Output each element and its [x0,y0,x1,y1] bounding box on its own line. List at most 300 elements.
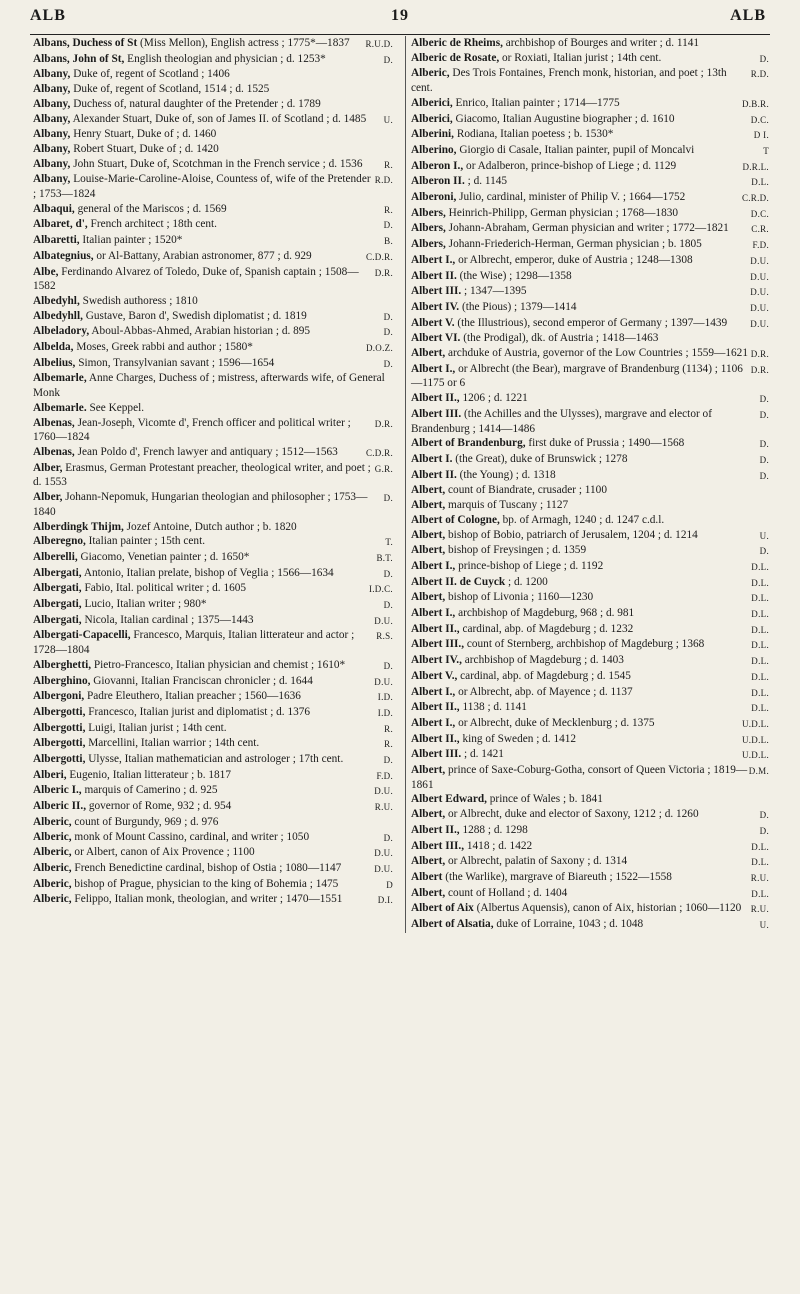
entry-headword: Albert II. [411,269,457,282]
entry-source-refs: R.U.D. [365,39,393,49]
entry-description: or Albrecht (the Bear), margrave of Brandenburg (1134) ; 1106—1175 or 6 [411,362,743,390]
entry-headword: Albert IV. [411,300,460,313]
entry-headword: Albergotti, [33,753,86,766]
entry-description: Marcellini, Italian warrior ; 14th cent. [85,737,260,750]
entry-description: (Miss Mellon), English actress ; 1775*—1837 [137,37,350,49]
entry-description: Pietro-Francesco, Italian physician and chemist ; 1610* [91,658,346,671]
entry-description: Lucio, Italian writer ; 980* [81,598,207,611]
entry-description: or Al-Battany, Arabian astronomer, 877 ; d. 929 [93,249,312,262]
entry-description: archbishop of Magdeburg, 968 ; d. 981 [455,607,635,620]
entry-source-refs: D I. [753,130,769,141]
entry-source-refs: D. [383,311,393,322]
dictionary-entry [33,783,393,799]
entry-description: Duchess of, natural daughter of the Pretender ; d. 1789 [70,97,321,110]
entry-headword: Albaretti, [33,234,80,247]
dictionary-entry [33,172,393,201]
header-left-guideword: ALB [30,7,66,24]
entry-source-refs: D.L. [751,593,769,604]
entry-description: Duke of, regent of Scotland ; 1406 [70,68,230,81]
left-column [33,36,393,908]
entry-source-refs: C.R. [751,224,769,235]
entry-source-refs: R.U. [374,802,393,813]
entry-headword: Albert V. [411,316,455,329]
entry-source-refs: U. [759,530,769,541]
entry-source-refs: D.R. [374,418,393,429]
entry-description: marquis of Tuscany ; 1127 [445,499,569,512]
entry-description: Giovanni, Italian Franciscan chronicler ; d. 1644 [90,674,313,687]
entry-source-refs: D. [759,439,769,450]
dictionary-entry [411,823,769,839]
entry-headword: Albert [411,870,443,883]
entry-description: Julio, cardinal, minister of Philip V. ; 1664—1752 [456,191,686,204]
entry-headword: Albert IV., [411,654,462,667]
dictionary-entry [33,127,393,142]
dictionary-entry [411,700,769,716]
entry-description: Gustave, Baron d', Swedish diplomatist ; d. 1819 [82,309,307,322]
entry-headword: Albert II. de Cuyck [411,575,506,588]
entry-source-refs: D.L. [751,671,769,682]
dictionary-entry [411,36,769,51]
entry-source-refs: D.L. [751,609,769,620]
entry-description: bp. of Armagh, 1240 ; d. 1247 c.d.l. [499,513,665,526]
entry-headword: Albert I. [411,452,453,465]
entry-description: Francesco, Italian jurist and diplomatist ; d. 1376 [85,705,311,718]
entry-headword: Albert of Cologne, [411,513,500,526]
entry-headword: Alber, [33,491,63,504]
dictionary-entry [411,269,769,285]
entry-source-refs: D.U. [750,271,769,282]
entry-description: (the Warlike), margrave of Biareuth ; 1522—1558 [442,870,672,883]
entry-description: Johann-Abraham, German physician and writer ; 1772—1821 [445,222,729,235]
entry-source-refs: R. [384,739,393,750]
entry-headword: Albany, [33,97,71,110]
entry-headword: Albergati, [33,582,82,595]
dictionary-entry [411,513,769,528]
entry-source-refs: D. [759,546,769,557]
entry-description: Swedish authoress ; 1810 [79,294,198,307]
dictionary-entry [33,461,393,490]
entry-description: king of Sweden ; d. 1412 [459,732,577,745]
entry-headword: Albers, [411,206,446,219]
entry-description: Johann-Friederich-Herman, German physician ; b. 1805 [445,238,702,251]
entry-description: or Albrecht, abp. of Mayence ; d. 1137 [455,685,633,698]
dictionary-entry [33,217,393,233]
entry-source-refs: D.U. [374,863,393,874]
entry-headword: Alberic, [33,830,72,843]
entry-description: prince of Saxe-Coburg-Gotha, consort of Queen Victoria ; 1819—1861 [411,764,748,791]
entry-headword: Albergati, [33,613,82,626]
entry-source-refs: D. [759,825,769,836]
entry-headword: Albelda, [33,341,74,354]
header-right-guideword: ALB [730,7,766,24]
entry-description: Anne Charges, Duchess of ; mistress, afterwards wife, of General Monk [33,372,385,400]
entry-headword: Albergotti, [33,705,86,718]
entry-source-refs: G.R. [374,463,393,474]
entry-description: ; 1347—1395 [461,285,527,298]
dictionary-entry [411,159,769,175]
dictionary-entry [33,52,393,68]
entry-description: general of the Mariscos ; d. 1569 [74,202,227,215]
dictionary-entry [411,669,769,685]
dictionary-entry [411,436,769,452]
entry-headword: Alberici, [411,112,453,125]
dictionary-entry [411,346,769,362]
dictionary-entry [411,468,769,484]
dictionary-entry [33,877,393,893]
entry-source-refs: C.D.R. [365,251,393,262]
dictionary-entry [411,917,769,933]
entry-description: Louise-Marie-Caroline-Aloise, Countess of, wife of the Pretender ; 1753—1824 [33,173,371,201]
entry-description: or Albrecht, duke of Mecklenburg ; d. 1375 [455,716,655,729]
entry-description: duke of Lorraine, 1043 ; d. 1048 [493,918,644,931]
entry-description: English theologian and physician ; d. 1253* [124,52,326,65]
entry-source-refs: D.U. [750,302,769,313]
entry-description: Giacomo, Venetian painter ; d. 1650* [77,550,250,563]
dictionary-entry [33,202,393,218]
entry-source-refs: B.T. [376,552,393,563]
entry-description: 1288 ; d. 1298 [459,823,528,836]
dictionary-entry [33,157,393,173]
entry-description: (the Young) ; d. 1318 [456,468,556,481]
dictionary-entry [33,36,393,52]
dictionary-entry [411,901,769,917]
entry-headword: Albergati-Capacelli, [33,629,131,642]
entry-description: (the Wise) ; 1298—1358 [456,269,572,282]
entry-headword: Albany, [33,112,71,125]
entry-source-refs: R. [384,723,393,734]
entry-headword: Albany, [33,68,71,81]
dictionary-entry [411,51,769,67]
entry-headword: Alber, [33,461,63,474]
dictionary-entry [411,498,769,513]
entry-headword: Albemarle, [33,372,87,385]
dictionary-entry [411,653,769,669]
entry-source-refs: I.D. [377,707,393,718]
entry-headword: Albemarle. [33,401,87,414]
dictionary-entry [411,143,769,159]
entry-description: Fabio, Ital. political writer ; d. 1605 [81,582,247,595]
entry-description: Jean Poldo d', French lawyer and antiquary ; 1512—1563 [74,445,338,458]
dictionary-entry [411,127,769,143]
entry-source-refs: D. [383,755,393,766]
entry-source-refs: D. [383,493,393,504]
entry-description: (the Pious) ; 1379—1414 [459,300,577,313]
entry-headword: Alberini, [411,128,454,141]
dictionary-entry [411,543,769,559]
dictionary-entry [33,861,393,877]
entry-source-refs: D.C. [750,208,769,219]
entry-headword: Albedyhl, [33,294,80,307]
dictionary-entry [33,371,393,400]
dictionary-entry [33,67,393,82]
entry-headword: Albers, [411,238,446,251]
entry-source-refs: R.D. [750,69,769,80]
entry-headword: Alberon II. [411,175,465,188]
entry-headword: Alberegno, [33,535,86,548]
dictionary-entry [411,452,769,468]
entry-description: (the Illustrious), second emperor of Germany ; 1397—1439 [454,316,728,329]
entry-source-refs: U.D.L. [741,734,769,745]
entry-description: bishop of Freysingen ; d. 1359 [445,544,587,557]
entry-source-refs: I.D.C. [368,584,393,595]
dictionary-entry [411,174,769,190]
dictionary-entry [33,689,393,705]
entry-source-refs: D.B.R. [741,98,769,109]
entry-headword: Albert II., [411,823,460,836]
entry-description: count of Holland ; d. 1404 [445,886,568,899]
entry-source-refs: D.L. [751,577,769,588]
dictionary-entry [411,886,769,902]
entry-source-refs: R. [384,204,393,215]
entry-source-refs: D. [383,568,393,579]
entry-source-refs: I.D. [377,692,393,703]
entry-headword: Alberic, [33,861,72,874]
dictionary-entry [411,807,769,823]
entry-description: Des Trois Fontaines, French monk, historian, and poet ; 13th cent. [411,67,727,95]
dictionary-entry [33,294,393,309]
entry-headword: Alberic, [33,815,72,828]
dictionary-entry [411,622,769,638]
entry-source-refs: F.D. [376,770,393,781]
entry-headword: Albert III. [411,748,462,761]
entry-headword: Albergati, [33,566,82,579]
dictionary-entry [411,331,769,346]
dictionary-entry [411,763,769,792]
dictionary-entry [33,845,393,861]
dictionary-entry [411,590,769,606]
entry-headword: Alberic, [411,67,450,80]
entry-headword: Alberi, [33,768,67,781]
dictionary-entry [33,309,393,325]
entry-description: 1418 ; d. 1422 [464,839,533,852]
dictionary-entry [411,606,769,622]
entry-source-refs: D.U. [374,786,393,797]
dictionary-entry [411,528,769,544]
entry-description: bishop of Prague, physician to the king of Bohemia ; 1475 [71,877,339,890]
entry-headword: Albans, John of St, [33,52,125,65]
entry-description: See Keppel. [86,401,145,414]
entry-description: Ulysse, Italian mathematician and astrologer ; 17th cent. [85,753,344,766]
dictionary-entry [33,416,393,445]
dictionary-entry [411,96,769,112]
entry-headword: Albert V., [411,669,458,682]
dictionary-entry [411,284,769,300]
entry-description: or Albert, canon of Aix Provence ; 1100 [71,846,255,859]
entry-description: Felippo, Italian monk, theologian, and writer ; 1470—1551 [71,893,343,906]
dictionary-entry [411,483,769,498]
entry-description: ; d. 1421 [461,748,504,761]
entry-headword: Alberic de Rheims, [411,37,503,49]
entry-source-refs: D. [383,327,393,338]
entry-headword: Albert, [411,808,446,821]
entry-source-refs: D [386,879,393,890]
entry-source-refs: D.L. [751,561,769,572]
dictionary-entry [411,732,769,748]
entry-description: Nicola, Italian cardinal ; 1375—1443 [81,613,254,626]
dictionary-entry [33,628,393,657]
entry-description: ; d. 1145 [464,175,508,188]
entry-description: or Albrecht, palatin of Saxony ; d. 1314 [445,855,628,868]
entry-headword: Alberic II., [33,800,87,813]
entry-description: ; d. 1200 [505,575,548,588]
dictionary-entry [33,142,393,157]
entry-source-refs: D.L. [751,624,769,635]
entry-source-refs: D.L. [751,687,769,698]
entry-description: monk of Mount Cassino, cardinal, and writer ; 1050 [71,830,310,843]
entry-headword: Albert, [411,499,446,512]
entry-description: Italian painter ; 15th cent. [85,535,206,548]
dictionary-entry [33,520,393,535]
entry-description: Erasmus, German Protestant preacher, theological writer, and poet ; d. 1553 [33,461,371,489]
dictionary-entry [411,839,769,855]
entry-headword: Albeladory, [33,325,90,338]
entry-description: Eugenio, Italian litterateur ; b. 1817 [66,768,231,781]
dictionary-entry [411,637,769,653]
entry-description: (the Great), duke of Brunswick ; 1278 [452,452,628,465]
dictionary-entry [411,575,769,591]
entry-source-refs: T. [385,537,393,548]
entry-source-refs: D.I. [377,895,393,906]
entry-headword: Albelius, [33,356,76,369]
dictionary-entry [33,768,393,784]
dictionary-entry [33,490,393,519]
entry-source-refs: D.L. [751,703,769,714]
entry-description: 1138 ; d. 1141 [459,701,527,714]
dictionary-entry [411,747,769,763]
entry-source-refs: D.U. [374,848,393,859]
dictionary-entry [33,401,393,416]
entry-source-refs: D. [759,810,769,821]
entry-description: or Roxiati, Italian jurist ; 14th cent. [499,51,662,64]
entry-headword: Albany, [33,83,71,96]
entry-description: Antonio, Italian prelate, bishop of Veglia ; 1566—1634 [81,566,334,579]
dictionary-entry [33,324,393,340]
entry-headword: Albergoni, [33,690,85,703]
entry-headword: Albert I., [411,607,456,620]
right-column [405,36,769,933]
dictionary-entry [33,233,393,249]
entry-headword: Albert I., [411,362,456,375]
dictionary-entry [33,830,393,846]
entry-description: count of Biandrate, crusader ; 1100 [445,484,607,497]
dictionary-entry [33,752,393,768]
entry-headword: Alberelli, [33,550,78,563]
entry-description: Johann-Nepomuk, Hungarian theologian and philosopher ; 1753—1840 [33,491,368,518]
entry-source-refs: R.U. [750,872,769,883]
dictionary-entry [411,391,769,407]
entry-description: Aboul-Abbas-Ahmed, Arabian historian ; d. 895 [89,325,311,338]
entry-source-refs: U.D.L. [741,718,769,729]
entry-source-refs: D.U. [750,318,769,329]
entry-headword: Alberic, [33,846,72,859]
entry-description: first duke of Prussia ; 1490—1568 [525,437,685,450]
dictionary-entry [411,112,769,128]
header-rule [30,34,770,35]
entry-headword: Albe, [33,265,59,278]
entry-source-refs: B. [384,236,393,247]
entry-headword: Albert of Alsatia, [411,918,494,931]
dictionary-entry [411,66,769,95]
entry-description: Rodiana, Italian poetess ; b. 1530* [454,128,614,141]
entry-description: (the Achilles and the Ulysses), margrave and elector of Brandenburg ; 1414—1486 [411,407,712,435]
entry-source-refs: D. [383,832,393,843]
entry-source-refs: D.R. [750,349,769,360]
dictionary-entry [411,316,769,332]
entry-headword: Albategnius, [33,249,94,262]
dictionary-entry [411,206,769,222]
dictionary-entry [411,190,769,206]
dictionary-entry [411,300,769,316]
entry-description: Ferdinando Alvarez of Toledo, Duke of, Spanish captain ; 1508—1582 [33,265,359,293]
entry-source-refs: D.O.Z. [365,343,393,354]
dictionary-entry [33,534,393,550]
dictionary-entry [411,253,769,269]
dictionary-entry [411,685,769,701]
dictionary-entry [411,362,769,391]
entry-headword: Albergati, [33,598,82,611]
entry-source-refs: R. [384,159,393,170]
entry-headword: Alberoni, [411,191,457,204]
entry-source-refs: D.L. [751,888,769,899]
dictionary-entry [411,716,769,732]
dictionary-entry [411,407,769,436]
dictionary-entry [33,597,393,613]
entry-headword: Albert I., [411,716,456,729]
entry-description: or Albrecht, emperor, duke of Austria ; 1248—1308 [455,253,693,266]
entry-source-refs: D. [759,394,769,405]
entry-source-refs: D.R. [374,267,393,278]
dictionary-entry [33,815,393,830]
entry-headword: Alberic, [33,877,72,890]
entry-description: Enrico, Italian painter ; 1714—1775 [452,96,620,109]
entry-description: or Adalberon, prince-bishop of Liege ; d. 1129 [463,159,677,172]
entry-source-refs: D. [759,470,769,481]
entry-description: French Benedictine cardinal, bishop of Ostia ; 1080—1147 [71,861,342,874]
entry-headword: Alberghino, [33,674,91,687]
entry-description: cardinal, abp. of Magdeburg ; d. 1545 [457,669,631,682]
entry-source-refs: U. [759,920,769,931]
dictionary-entry [33,445,393,461]
entry-headword: Albers, [411,222,446,235]
entry-headword: Alberghetti, [33,658,92,671]
dictionary-entry [411,559,769,575]
entry-description: prince of Wales ; b. 1841 [486,793,603,806]
entry-source-refs: D. [383,220,393,231]
entry-headword: Alberic de Rosate, [411,51,500,64]
entry-description: Alexander Stuart, Duke of, son of James II. of Scotland ; d. 1485 [70,112,367,125]
entry-headword: Albergotti, [33,721,86,734]
entry-description: Jozef Antoine, Dutch author ; b. 1820 [123,520,297,533]
entry-headword: Alberici, [411,96,453,109]
entry-description: Robert Stuart, Duke of ; d. 1420 [70,142,219,155]
entry-source-refs: D.L. [751,640,769,651]
entry-headword: Albert, [411,484,446,497]
entry-headword: Albert II., [411,622,460,635]
entry-headword: Alberic I., [33,784,82,797]
entry-headword: Albert II., [411,701,460,714]
entry-description: governor of Rome, 932 ; d. 954 [86,800,232,813]
entry-description: Duke of, regent of Scotland, 1514 ; d. 1525 [70,83,270,96]
entry-source-refs: D.U. [374,615,393,626]
entry-headword: Alberino, [411,143,457,156]
entry-source-refs: T [763,145,769,156]
entry-source-refs: C.D.R. [365,447,393,458]
entry-headword: Albert VI. [411,332,461,345]
entry-headword: Albergotti, [33,737,86,750]
entry-headword: Albert, [411,764,446,777]
entry-headword: Albany, [33,157,71,170]
dictionary-entry [411,870,769,886]
